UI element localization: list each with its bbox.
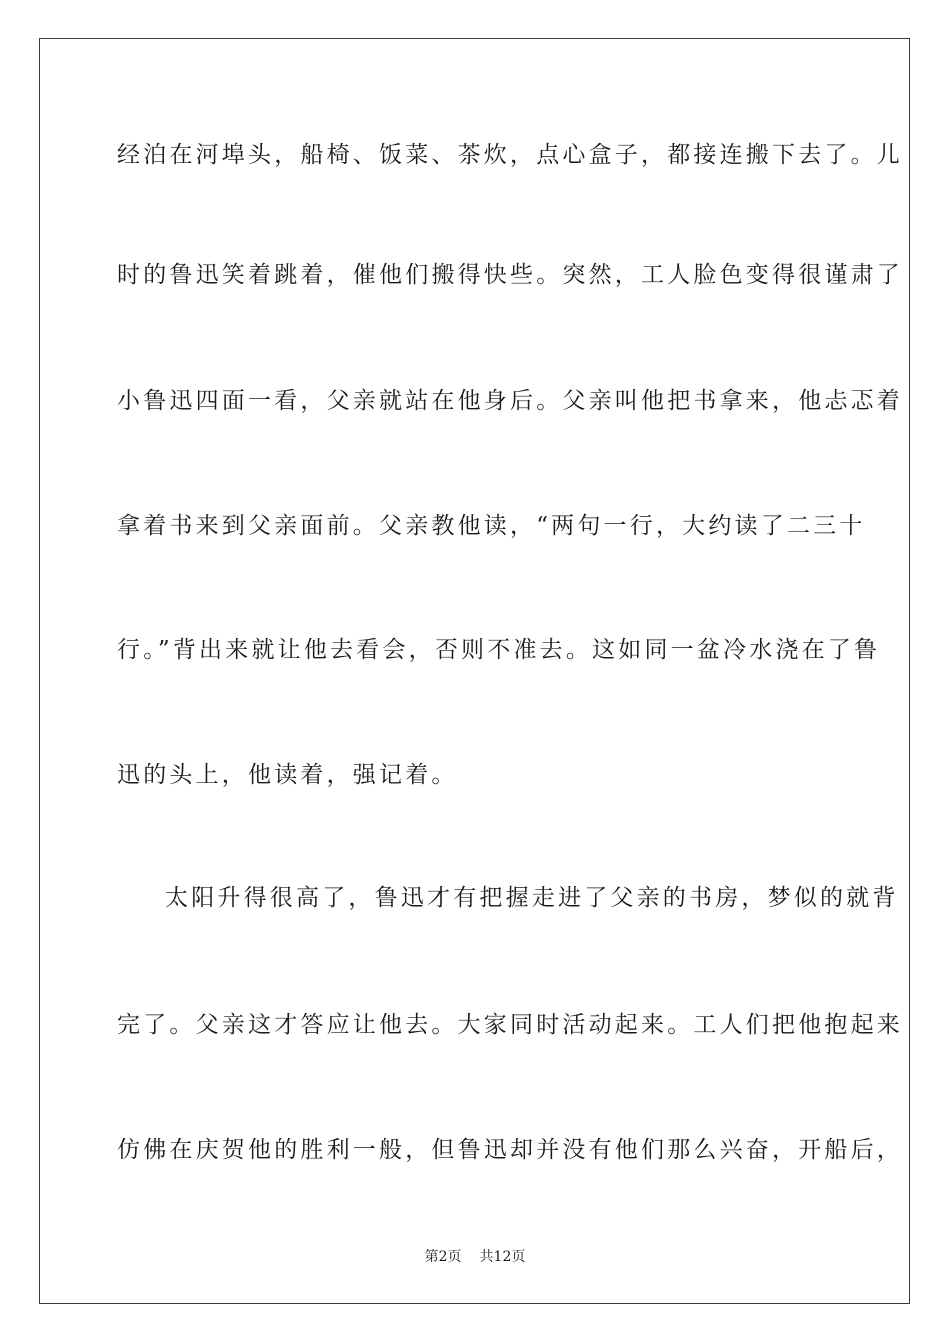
page-border bbox=[39, 38, 910, 1304]
current-page-number: 第2页 bbox=[424, 1249, 462, 1265]
text-line: 行。”背出来就让他去看会，否则不准去。这如同一盆冷水浇在了鲁 bbox=[117, 637, 881, 663]
page-footer bbox=[0, 1246, 950, 1266]
text-line: 完了。父亲这才答应让他去。大家同时活动起来。工人们把他抱起来 bbox=[117, 1012, 903, 1038]
text-line: 经泊在河埠头，船椅、饭菜、茶炊，点心盒子，都接连搬下去了。儿 bbox=[117, 142, 903, 168]
text-line: 迅的头上，他读着，强记着。 bbox=[117, 762, 458, 788]
text-line: 拿着书来到父亲面前。父亲教他读，“两句一行，大约读了二三十 bbox=[117, 513, 866, 539]
text-line: 时的鲁迅笑着跳着，催他们搬得快些。突然，工人脸色变得很谨肃了 bbox=[117, 262, 903, 288]
text-line-paragraph-start: 太阳升得很高了，鲁迅才有把握走进了父亲的书房，梦似的就背 bbox=[165, 885, 899, 911]
text-line: 小鲁迅四面一看，父亲就站在他身后。父亲叫他把书拿来，他忐忑着 bbox=[117, 388, 903, 414]
text-line: 仿佛在庆贺他的胜利一般，但鲁迅却并没有他们那么兴奋，开船后， bbox=[117, 1137, 903, 1163]
total-page-count: 共12页 bbox=[479, 1249, 526, 1265]
